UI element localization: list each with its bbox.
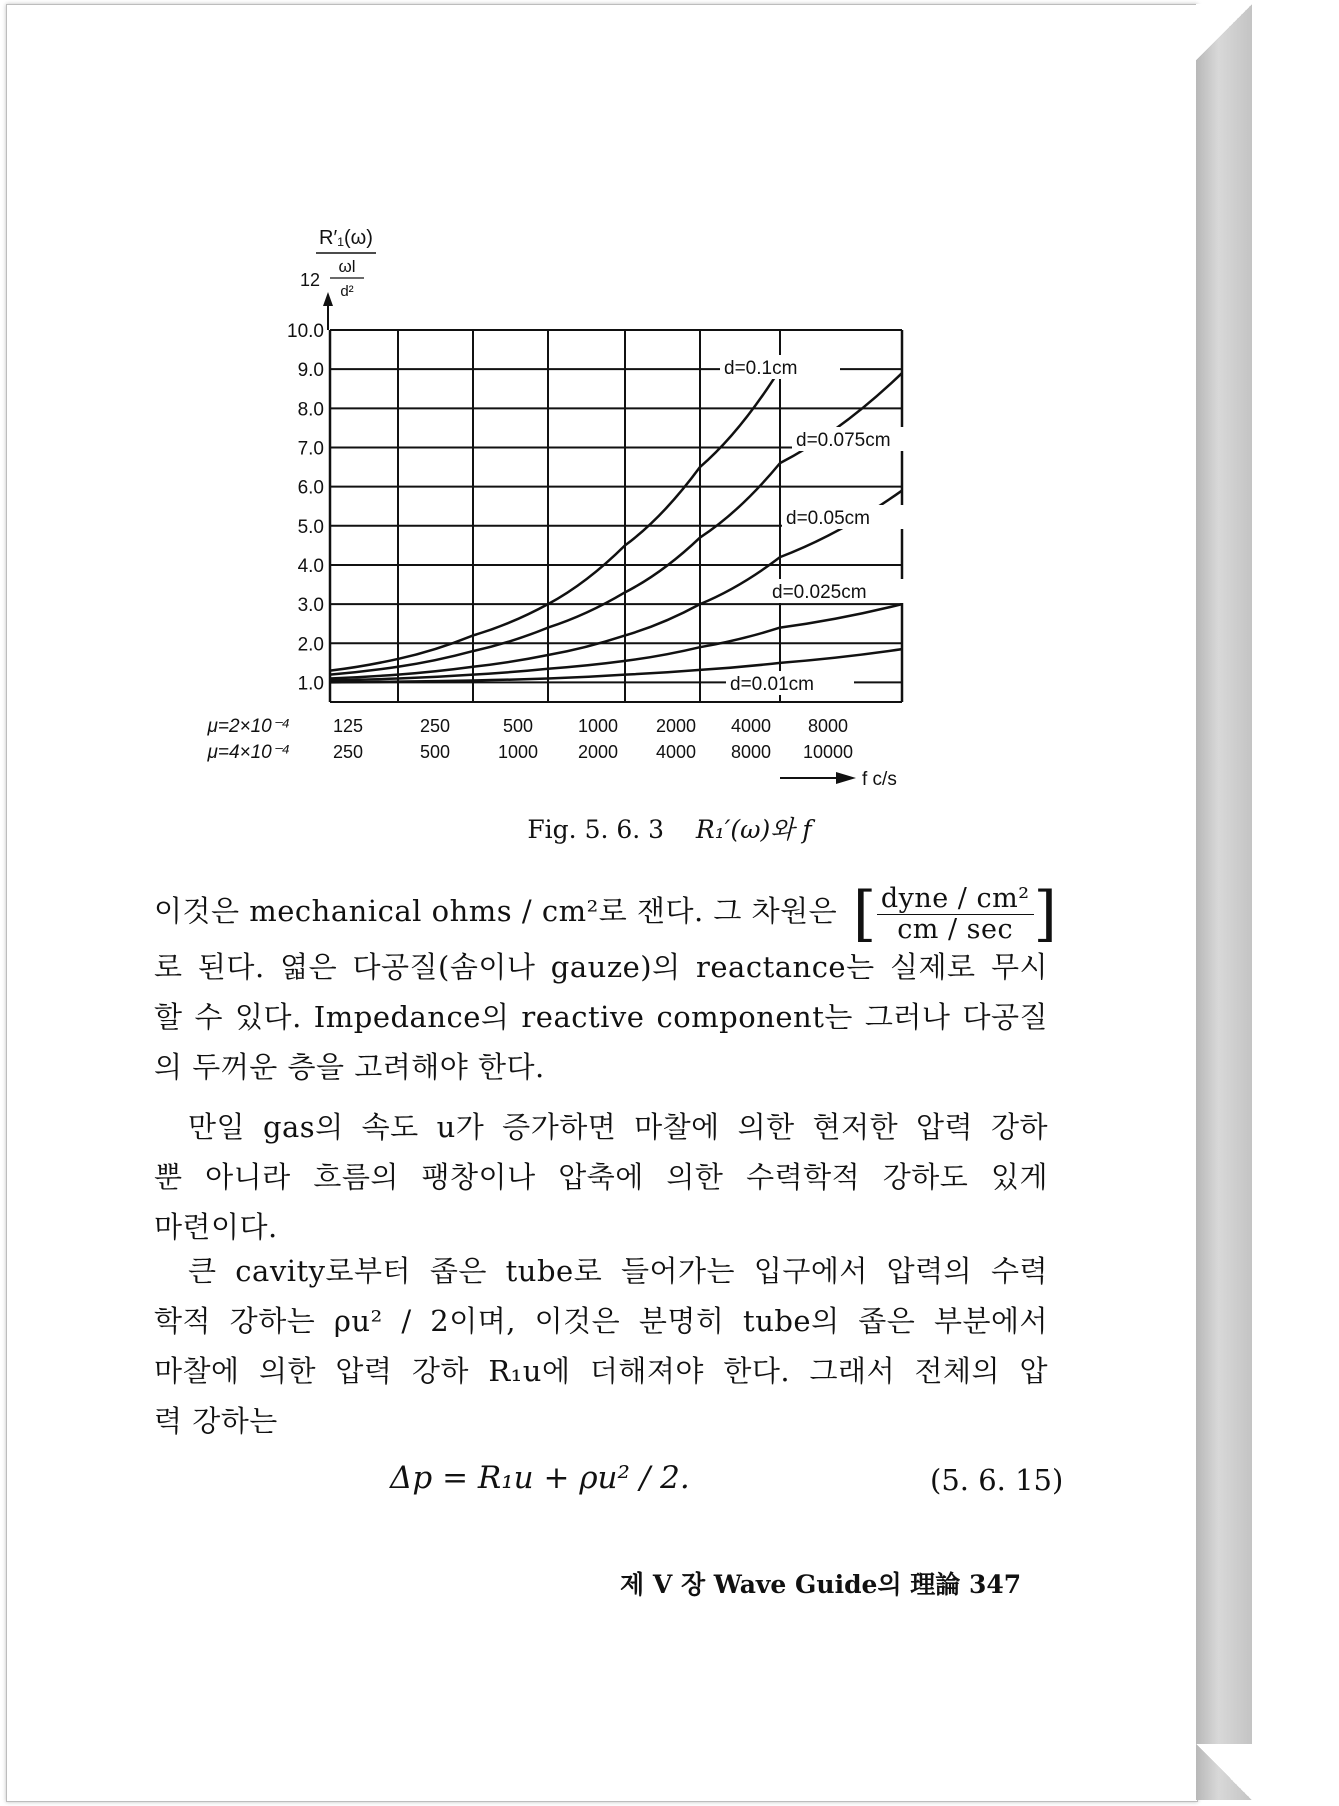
x-tick-0-1: 250 (419, 716, 451, 736)
x-tick-0-6: 8000 (807, 716, 849, 736)
paragraph-1-line-1-text: 이것은 mechanical ohms / cm²로 잰다. 그 차원은 (154, 894, 838, 928)
page-edge-top-corner (1196, 4, 1252, 60)
x-tick-0-5: 4000 (730, 716, 772, 736)
x-tick-1-0: 250 (332, 742, 364, 762)
y-tick-4.0: 4.0 (297, 555, 324, 577)
curve-label-d=0.1cm: d=0.1cm (724, 358, 798, 379)
x-tick-0-4: 2000 (655, 716, 697, 736)
paragraph-3-line-1: 큰 cavity로부터 좁은 tube로 들어가는 입구에서 압력의 수력 (188, 1254, 1048, 1288)
x-tick-1-5: 8000 (730, 742, 772, 762)
paragraph-2-line-1: 만일 gas의 속도 u가 증가하면 마찰에 의한 현저한 압력 강하 (188, 1110, 1048, 1144)
equation-number: (5. 6. 15) (930, 1463, 1064, 1497)
equation: Δp = R₁u + ρu² / 2. (390, 1460, 690, 1496)
x-tick-1-6: 10000 (802, 742, 854, 762)
paragraph-1-line-1 (154, 879, 1058, 950)
x-tick-1-1: 500 (419, 742, 451, 762)
page-footer: 제 V 장 Wave Guide의 理論 347 (620, 1570, 1022, 1599)
caption-fig-number: Fig. 5. 6. 3 (527, 815, 665, 844)
curve-label-d=0.025cm: d=0.025cm (772, 582, 867, 603)
y-tick-3.0: 3.0 (297, 595, 324, 617)
paragraph-1-line-4: 의 두꺼운 층을 고려해야 한다. (154, 1050, 545, 1084)
y-tick-8.0: 8.0 (297, 399, 324, 421)
y-tick-5.0: 5.0 (297, 516, 324, 538)
paragraph-3 (154, 1246, 1048, 1446)
y-tick-6.0: 6.0 (297, 477, 324, 499)
y-label-top: R′₁(ω) (319, 227, 373, 249)
x-tick-0-0: 125 (332, 716, 364, 736)
paragraph-1-line-2: 로 된다. 엷은 다공질(솜이나 gauze)의 reactance는 실제로 무시 (154, 950, 1048, 984)
x-tick-rows (206, 716, 853, 763)
paragraph-3-line-2: 학적 강하는 ρu² / 2이며, 이것은 분명히 tube의 좁은 부분에서 (154, 1304, 1048, 1338)
x-axis-arrow-head (836, 772, 856, 784)
y-tick-10.0: 10.0 (287, 321, 324, 342)
paragraph-1-line-3: 할 수 있다. Impedance의 reactive component는 그러나 다공질 (154, 1000, 1048, 1034)
paragraph-2-line-2: 뿐 아니라 흐름의 팽창이나 압축에 의한 수력학적 강하도 있게 (154, 1160, 1048, 1194)
caption-expression: R₁′(ω)와 f (695, 815, 812, 844)
y-tick-9.0: 9.0 (297, 360, 324, 382)
x-tick-1-3: 2000 (577, 742, 619, 762)
curve-label-d=0.075cm: d=0.075cm (796, 430, 891, 451)
x-tick-0-2: 500 (502, 716, 534, 736)
y-axis-arrow-head (323, 292, 333, 306)
y-label-den: d² (340, 283, 354, 300)
y-tick-7.0: 7.0 (297, 438, 324, 460)
page-edge-bottom-corner (1196, 1744, 1252, 1800)
figure-chart (207, 210, 930, 790)
y-tick-2.0: 2.0 (297, 634, 324, 656)
y-tick-1.0: 1.0 (297, 673, 324, 695)
x-tick-0-3: 1000 (577, 716, 619, 736)
dimension-fraction (852, 879, 1058, 950)
bracket-left: [ (852, 879, 877, 950)
x-tick-1-2: 1000 (497, 742, 539, 762)
y-tick-labels (287, 321, 324, 694)
x-axis-label: f c/s (862, 769, 897, 790)
x-row-label-0: μ=2×10⁻⁴ (207, 716, 290, 737)
page-stack-edge (1196, 4, 1252, 1800)
y-label-prefix: 12 (299, 270, 320, 290)
curve-label-d=0.01cm: d=0.01cm (730, 674, 814, 695)
paragraph-2 (154, 1102, 1048, 1252)
paragraph-2-line-3: 마련이다. (154, 1210, 278, 1244)
paragraph-1 (154, 879, 1058, 1092)
bracket-right: ] (1033, 879, 1058, 950)
curve-label-d=0.05cm: d=0.05cm (786, 508, 870, 529)
fraction-denominator: cm / sec (897, 913, 1014, 945)
paragraph-3-line-3: 마찰에 의한 압력 강하 R₁u에 더해져야 한다. 그래서 전체의 압 (154, 1354, 1048, 1388)
paragraph-3-line-4: 력 강하는 (154, 1404, 278, 1438)
x-row-label-1: μ=4×10⁻⁴ (207, 742, 290, 763)
x-tick-1-4: 4000 (655, 742, 697, 762)
y-label-num: ωl (338, 257, 356, 276)
fraction-numerator: dyne / cm² (877, 884, 1034, 915)
figure-caption (0, 810, 1339, 846)
